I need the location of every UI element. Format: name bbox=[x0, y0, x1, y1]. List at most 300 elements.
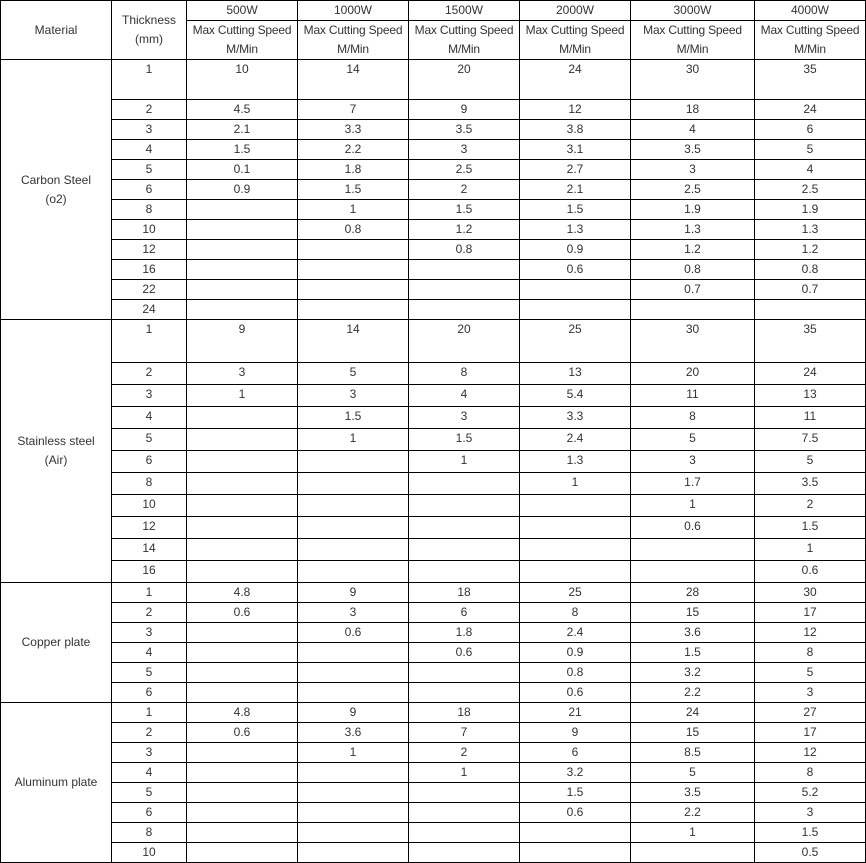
speed-cell: 13 bbox=[520, 363, 631, 385]
speed-cell: 3.2 bbox=[520, 763, 631, 783]
thickness-cell: 8 bbox=[112, 823, 187, 843]
thickness-cell: 5 bbox=[112, 663, 187, 683]
header-material: Material bbox=[1, 1, 112, 60]
header-thickness bbox=[112, 1, 187, 60]
speed-cell bbox=[187, 539, 298, 561]
thickness-cell: 3 bbox=[112, 743, 187, 763]
speed-cell: 1 bbox=[409, 451, 520, 473]
speed-unit: M/Min bbox=[226, 42, 258, 56]
speed-cell: 3.2 bbox=[631, 663, 755, 683]
speed-cell: 1.5 bbox=[755, 517, 866, 539]
speed-cell bbox=[187, 429, 298, 451]
speed-cell bbox=[409, 495, 520, 517]
speed-cell: 2.4 bbox=[520, 623, 631, 643]
thickness-cell: 1 bbox=[112, 703, 187, 723]
material-cell bbox=[1, 60, 112, 320]
material-cell bbox=[1, 583, 112, 703]
speed-cell: 3 bbox=[298, 603, 409, 623]
speed-cell: 1.2 bbox=[755, 240, 866, 260]
speed-cell: 28 bbox=[631, 583, 755, 603]
speed-cell bbox=[298, 280, 409, 300]
table-header bbox=[1, 1, 866, 60]
table-row bbox=[1, 473, 866, 495]
table-row bbox=[1, 429, 866, 451]
speed-cell bbox=[298, 240, 409, 260]
thickness-cell: 6 bbox=[112, 683, 187, 703]
speed-cell bbox=[409, 783, 520, 803]
speed-cell: 4 bbox=[409, 385, 520, 407]
speed-cell: 3.5 bbox=[755, 473, 866, 495]
speed-cell: 0.6 bbox=[520, 260, 631, 280]
speed-cell: 6 bbox=[409, 603, 520, 623]
header-power-1500w: 1500W bbox=[409, 1, 520, 21]
table-row bbox=[1, 495, 866, 517]
speed-cell: 0.7 bbox=[631, 280, 755, 300]
thickness-cell: 2 bbox=[112, 100, 187, 120]
table-row bbox=[1, 583, 866, 603]
speed-cell bbox=[187, 803, 298, 823]
speed-cell: 0.6 bbox=[187, 723, 298, 743]
material-cell bbox=[1, 320, 112, 583]
speed-cell bbox=[298, 473, 409, 495]
speed-cell: 1 bbox=[520, 473, 631, 495]
speed-cell: 21 bbox=[520, 703, 631, 723]
speed-cell: 24 bbox=[755, 363, 866, 385]
speed-cell: 12 bbox=[755, 623, 866, 643]
speed-cell: 1.5 bbox=[520, 200, 631, 220]
speed-cell: 17 bbox=[755, 723, 866, 743]
table-row bbox=[1, 180, 866, 200]
thickness-cell: 10 bbox=[112, 843, 187, 863]
header-power-500w: 500W bbox=[187, 1, 298, 21]
thickness-cell: 3 bbox=[112, 120, 187, 140]
table-row bbox=[1, 803, 866, 823]
table-row bbox=[1, 200, 866, 220]
speed-cell bbox=[187, 200, 298, 220]
speed-cell: 7 bbox=[298, 100, 409, 120]
material-name: Aluminum plate bbox=[14, 775, 98, 789]
speed-cell: 5.2 bbox=[755, 783, 866, 803]
speed-cell bbox=[520, 300, 631, 320]
material-subtitle: (Air) bbox=[44, 453, 68, 467]
speed-cell: 5 bbox=[755, 451, 866, 473]
speed-cell bbox=[187, 561, 298, 583]
speed-cell: 2.5 bbox=[631, 180, 755, 200]
speed-cell: 1 bbox=[631, 823, 755, 843]
thickness-cell: 5 bbox=[112, 160, 187, 180]
speed-cell: 8 bbox=[755, 643, 866, 663]
speed-cell: 24 bbox=[631, 703, 755, 723]
speed-cell: 1 bbox=[755, 539, 866, 561]
thickness-cell: 1 bbox=[112, 320, 187, 363]
speed-cell: 4.8 bbox=[187, 703, 298, 723]
speed-cell: 1.5 bbox=[631, 643, 755, 663]
speed-cell bbox=[298, 763, 409, 783]
speed-cell: 1.5 bbox=[520, 783, 631, 803]
speed-cell: 1.3 bbox=[520, 451, 631, 473]
speed-cell: 14 bbox=[298, 320, 409, 363]
speed-cell: 8.5 bbox=[631, 743, 755, 763]
speed-cell: 20 bbox=[409, 320, 520, 363]
table-row bbox=[1, 451, 866, 473]
thickness-cell: 14 bbox=[112, 539, 187, 561]
table-row bbox=[1, 300, 866, 320]
speed-cell: 15 bbox=[631, 723, 755, 743]
speed-cell bbox=[187, 220, 298, 240]
speed-cell bbox=[298, 260, 409, 280]
speed-cell bbox=[298, 561, 409, 583]
speed-cell bbox=[187, 763, 298, 783]
speed-cell: 2.2 bbox=[631, 803, 755, 823]
header-speed-3000w bbox=[631, 21, 755, 60]
speed-cell bbox=[755, 300, 866, 320]
speed-cell: 1.8 bbox=[298, 160, 409, 180]
table-row bbox=[1, 703, 866, 723]
speed-cell: 9 bbox=[409, 100, 520, 120]
speed-cell: 20 bbox=[631, 363, 755, 385]
speed-cell bbox=[187, 843, 298, 863]
speed-cell: 3 bbox=[755, 803, 866, 823]
table-row bbox=[1, 763, 866, 783]
speed-cell: 12 bbox=[755, 743, 866, 763]
thickness-cell: 4 bbox=[112, 763, 187, 783]
speed-cell bbox=[409, 280, 520, 300]
table-row bbox=[1, 220, 866, 240]
table-row bbox=[1, 603, 866, 623]
speed-cell: 35 bbox=[755, 320, 866, 363]
speed-cell: 0.8 bbox=[298, 220, 409, 240]
speed-cell: 30 bbox=[631, 60, 755, 100]
speed-cell bbox=[187, 451, 298, 473]
header-speed-4000w bbox=[755, 21, 866, 60]
speed-cell: 2 bbox=[755, 495, 866, 517]
speed-label: Max Cutting Speed bbox=[760, 23, 860, 37]
speed-cell bbox=[520, 561, 631, 583]
speed-cell: 1.9 bbox=[755, 200, 866, 220]
speed-cell: 2.2 bbox=[631, 683, 755, 703]
thickness-cell: 22 bbox=[112, 280, 187, 300]
speed-cell bbox=[409, 260, 520, 280]
header-thickness-unit: (mm) bbox=[135, 32, 163, 46]
header-speed-1000w bbox=[298, 21, 409, 60]
speed-cell bbox=[409, 663, 520, 683]
speed-cell bbox=[409, 843, 520, 863]
speed-cell bbox=[631, 843, 755, 863]
table-row bbox=[1, 723, 866, 743]
speed-cell: 9 bbox=[187, 320, 298, 363]
speed-cell: 3.1 bbox=[520, 140, 631, 160]
header-power-1000w: 1000W bbox=[298, 1, 409, 21]
thickness-cell: 8 bbox=[112, 473, 187, 495]
table-row bbox=[1, 783, 866, 803]
speed-cell: 2 bbox=[409, 743, 520, 763]
speed-cell: 1.8 bbox=[409, 623, 520, 643]
speed-cell bbox=[409, 300, 520, 320]
table-row bbox=[1, 363, 866, 385]
speed-cell: 3.6 bbox=[631, 623, 755, 643]
thickness-cell: 10 bbox=[112, 220, 187, 240]
speed-cell: 0.8 bbox=[631, 260, 755, 280]
speed-cell bbox=[409, 561, 520, 583]
speed-cell: 9 bbox=[298, 703, 409, 723]
table-row bbox=[1, 385, 866, 407]
speed-cell bbox=[298, 517, 409, 539]
speed-cell: 5 bbox=[631, 763, 755, 783]
speed-cell: 5 bbox=[298, 363, 409, 385]
speed-cell: 2.7 bbox=[520, 160, 631, 180]
speed-cell: 15 bbox=[631, 603, 755, 623]
table-row bbox=[1, 407, 866, 429]
table-row bbox=[1, 743, 866, 763]
speed-cell: 3 bbox=[631, 451, 755, 473]
speed-cell bbox=[298, 495, 409, 517]
table-row bbox=[1, 240, 866, 260]
speed-cell bbox=[520, 843, 631, 863]
speed-cell bbox=[520, 539, 631, 561]
speed-cell: 1 bbox=[631, 495, 755, 517]
speed-cell: 30 bbox=[755, 583, 866, 603]
speed-cell: 4.8 bbox=[187, 583, 298, 603]
thickness-cell: 1 bbox=[112, 60, 187, 100]
speed-cell bbox=[298, 843, 409, 863]
thickness-cell: 1 bbox=[112, 583, 187, 603]
speed-cell bbox=[187, 643, 298, 663]
speed-cell: 4 bbox=[631, 120, 755, 140]
thickness-cell: 12 bbox=[112, 240, 187, 260]
speed-cell: 0.1 bbox=[187, 160, 298, 180]
speed-cell: 35 bbox=[755, 60, 866, 100]
speed-cell bbox=[520, 517, 631, 539]
table-row bbox=[1, 517, 866, 539]
speed-cell bbox=[631, 300, 755, 320]
speed-cell: 6 bbox=[755, 120, 866, 140]
speed-cell: 5 bbox=[755, 663, 866, 683]
speed-cell bbox=[187, 683, 298, 703]
speed-cell: 1.3 bbox=[631, 220, 755, 240]
speed-cell bbox=[409, 823, 520, 843]
thickness-cell: 3 bbox=[112, 385, 187, 407]
thickness-cell: 2 bbox=[112, 723, 187, 743]
speed-cell bbox=[298, 803, 409, 823]
speed-cell: 25 bbox=[520, 583, 631, 603]
speed-cell: 14 bbox=[298, 60, 409, 100]
speed-cell: 13 bbox=[755, 385, 866, 407]
thickness-cell: 6 bbox=[112, 803, 187, 823]
speed-cell bbox=[520, 495, 631, 517]
table-row bbox=[1, 823, 866, 843]
speed-unit: M/Min bbox=[794, 42, 826, 56]
speed-cell: 2.1 bbox=[187, 120, 298, 140]
speed-cell bbox=[187, 517, 298, 539]
thickness-cell: 4 bbox=[112, 643, 187, 663]
speed-cell: 5 bbox=[631, 429, 755, 451]
speed-cell: 8 bbox=[409, 363, 520, 385]
speed-cell: 2 bbox=[409, 180, 520, 200]
speed-cell: 0.6 bbox=[187, 603, 298, 623]
table-row bbox=[1, 561, 866, 583]
speed-cell bbox=[298, 663, 409, 683]
table-row bbox=[1, 60, 866, 100]
speed-cell: 0.8 bbox=[409, 240, 520, 260]
speed-cell: 0.8 bbox=[755, 260, 866, 280]
speed-cell: 0.9 bbox=[187, 180, 298, 200]
thickness-cell: 24 bbox=[112, 300, 187, 320]
speed-cell bbox=[187, 260, 298, 280]
speed-cell bbox=[298, 539, 409, 561]
speed-cell: 24 bbox=[755, 100, 866, 120]
speed-label: Max Cutting Speed bbox=[414, 23, 514, 37]
speed-cell bbox=[298, 451, 409, 473]
table-row bbox=[1, 643, 866, 663]
material-name: Carbon Steel bbox=[20, 172, 92, 187]
speed-cell: 3.6 bbox=[298, 723, 409, 743]
speed-cell bbox=[187, 783, 298, 803]
speed-cell: 18 bbox=[409, 703, 520, 723]
thickness-cell: 12 bbox=[112, 517, 187, 539]
speed-cell: 1.9 bbox=[631, 200, 755, 220]
table-row bbox=[1, 623, 866, 643]
speed-cell: 24 bbox=[520, 60, 631, 100]
table-row bbox=[1, 140, 866, 160]
header-speed-500w bbox=[187, 21, 298, 60]
speed-cell: 0.9 bbox=[520, 240, 631, 260]
speed-cell: 20 bbox=[409, 60, 520, 100]
speed-label: Max Cutting Speed bbox=[525, 23, 625, 37]
thickness-cell: 5 bbox=[112, 429, 187, 451]
thickness-cell: 2 bbox=[112, 363, 187, 385]
speed-cell: 8 bbox=[755, 763, 866, 783]
speed-cell bbox=[298, 643, 409, 663]
speed-unit: M/Min bbox=[337, 42, 369, 56]
table-body bbox=[1, 60, 866, 863]
speed-cell bbox=[409, 517, 520, 539]
table-row bbox=[1, 843, 866, 863]
speed-cell: 3 bbox=[187, 363, 298, 385]
speed-cell: 27 bbox=[755, 703, 866, 723]
speed-cell bbox=[409, 473, 520, 495]
speed-cell bbox=[298, 823, 409, 843]
table-row bbox=[1, 120, 866, 140]
thickness-cell: 6 bbox=[112, 451, 187, 473]
speed-cell: 3.5 bbox=[631, 783, 755, 803]
speed-cell: 7 bbox=[409, 723, 520, 743]
thickness-cell: 8 bbox=[112, 200, 187, 220]
speed-cell bbox=[187, 823, 298, 843]
speed-cell: 3 bbox=[409, 407, 520, 429]
speed-cell: 0.5 bbox=[755, 843, 866, 863]
thickness-cell: 16 bbox=[112, 561, 187, 583]
speed-unit: M/Min bbox=[676, 42, 709, 56]
speed-cell bbox=[187, 300, 298, 320]
speed-cell: 5.4 bbox=[520, 385, 631, 407]
speed-cell: 0.6 bbox=[520, 803, 631, 823]
header-speed-1500w bbox=[409, 21, 520, 60]
speed-cell bbox=[409, 539, 520, 561]
speed-cell: 11 bbox=[755, 407, 866, 429]
speed-cell: 1 bbox=[298, 200, 409, 220]
speed-cell: 30 bbox=[631, 320, 755, 363]
thickness-cell: 16 bbox=[112, 260, 187, 280]
speed-cell: 18 bbox=[631, 100, 755, 120]
speed-cell: 3 bbox=[298, 385, 409, 407]
table-row bbox=[1, 160, 866, 180]
thickness-cell: 5 bbox=[112, 783, 187, 803]
speed-cell: 8 bbox=[520, 603, 631, 623]
table-row bbox=[1, 280, 866, 300]
speed-cell: 1.5 bbox=[409, 200, 520, 220]
speed-cell bbox=[187, 280, 298, 300]
header-speed-2000w bbox=[520, 21, 631, 60]
material-cell bbox=[1, 703, 112, 863]
speed-label: Max Cutting Speed bbox=[643, 23, 742, 37]
table-row bbox=[1, 539, 866, 561]
speed-cell bbox=[409, 803, 520, 823]
speed-cell: 3 bbox=[631, 160, 755, 180]
speed-cell bbox=[187, 495, 298, 517]
speed-cell bbox=[187, 407, 298, 429]
thickness-cell: 10 bbox=[112, 495, 187, 517]
speed-cell: 12 bbox=[520, 100, 631, 120]
speed-cell: 2.5 bbox=[409, 160, 520, 180]
thickness-cell: 2 bbox=[112, 603, 187, 623]
thickness-cell: 4 bbox=[112, 407, 187, 429]
speed-cell: 1 bbox=[298, 743, 409, 763]
speed-cell: 25 bbox=[520, 320, 631, 363]
speed-label: Max Cutting Speed bbox=[192, 23, 292, 37]
speed-cell: 2.1 bbox=[520, 180, 631, 200]
header-power-2000w: 2000W bbox=[520, 1, 631, 21]
table-row bbox=[1, 100, 866, 120]
speed-cell: 1.5 bbox=[298, 180, 409, 200]
material-name: Copper plate bbox=[21, 635, 91, 649]
speed-cell: 7.5 bbox=[755, 429, 866, 451]
speed-cell: 0.9 bbox=[520, 643, 631, 663]
thickness-cell: 6 bbox=[112, 180, 187, 200]
speed-cell: 1.3 bbox=[755, 220, 866, 240]
speed-cell: 0.6 bbox=[409, 643, 520, 663]
speed-cell bbox=[631, 539, 755, 561]
speed-cell bbox=[187, 623, 298, 643]
speed-cell bbox=[187, 663, 298, 683]
speed-cell: 0.6 bbox=[298, 623, 409, 643]
speed-cell: 1.2 bbox=[409, 220, 520, 240]
speed-cell: 3.5 bbox=[409, 120, 520, 140]
speed-cell: 0.6 bbox=[755, 561, 866, 583]
speed-cell: 11 bbox=[631, 385, 755, 407]
speed-cell: 1 bbox=[298, 429, 409, 451]
thickness-cell: 4 bbox=[112, 140, 187, 160]
speed-cell bbox=[187, 743, 298, 763]
speed-cell: 1.5 bbox=[187, 140, 298, 160]
speed-cell: 3.8 bbox=[520, 120, 631, 140]
speed-cell: 3 bbox=[755, 683, 866, 703]
speed-cell bbox=[409, 683, 520, 703]
speed-cell bbox=[187, 240, 298, 260]
speed-unit: M/Min bbox=[448, 42, 480, 56]
speed-cell: 2.2 bbox=[298, 140, 409, 160]
speed-label: Max Cutting Speed bbox=[303, 23, 403, 37]
speed-cell: 1.7 bbox=[631, 473, 755, 495]
table-row bbox=[1, 320, 866, 363]
material-name: Stainless steel bbox=[17, 434, 95, 448]
speed-cell: 0.6 bbox=[631, 517, 755, 539]
speed-cell: 10 bbox=[187, 60, 298, 100]
thickness-cell: 3 bbox=[112, 623, 187, 643]
table-row bbox=[1, 683, 866, 703]
speed-cell bbox=[520, 280, 631, 300]
table-row bbox=[1, 260, 866, 280]
header-power-3000w: 3000W bbox=[631, 1, 755, 21]
